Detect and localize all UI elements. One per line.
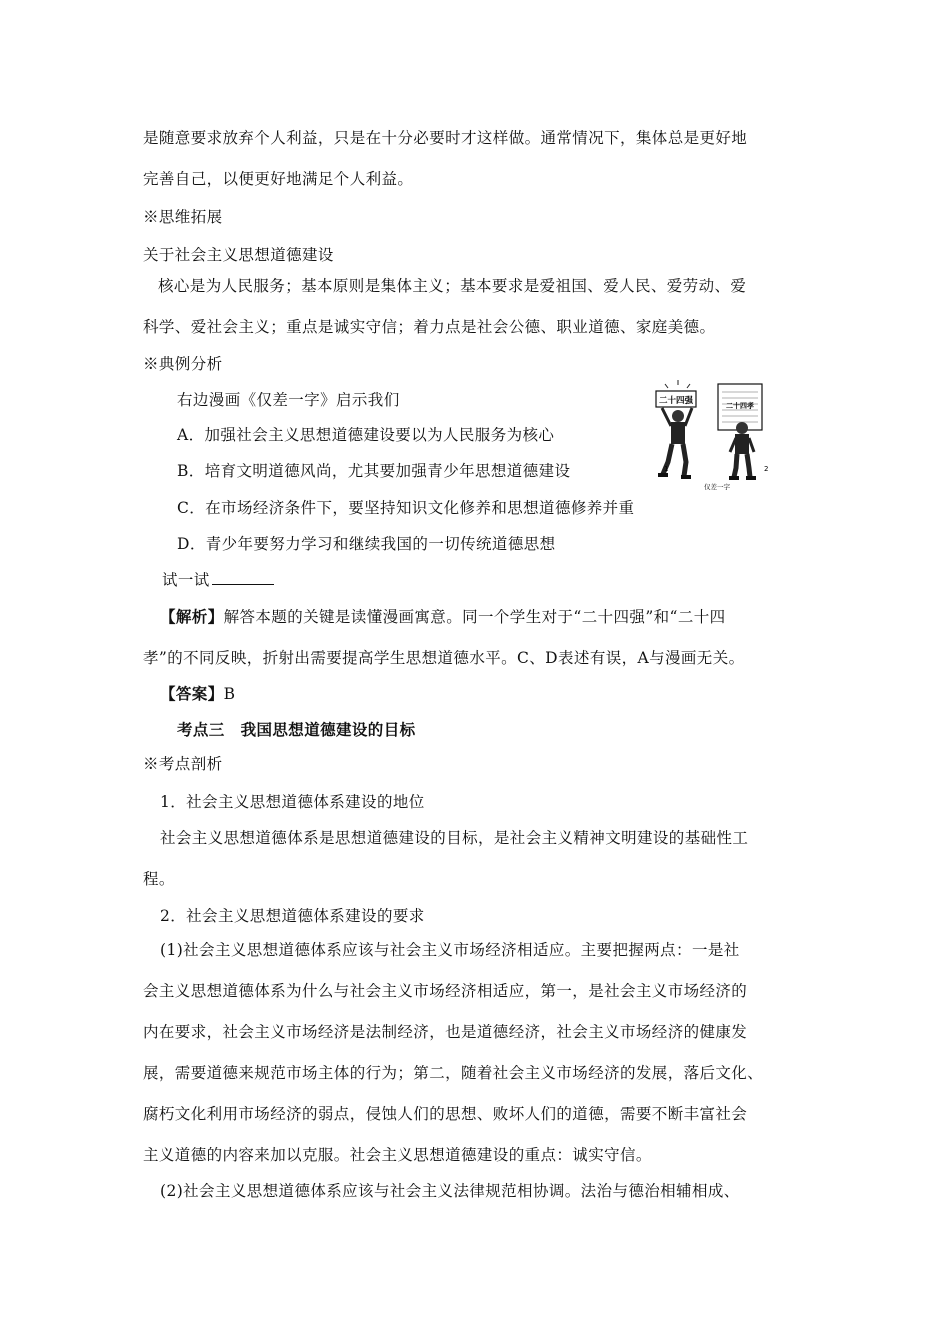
text-line: 程。 [143, 870, 175, 888]
numbered-heading: 2．社会主义思想道德体系建设的要求 [160, 907, 425, 925]
section-heading: ※典例分析 [143, 355, 223, 373]
analysis-line [160, 607, 726, 627]
text-line: 完善自己，以便更好地满足个人利益。 [143, 170, 414, 188]
answer-line [160, 684, 235, 704]
right-figure [729, 422, 756, 480]
text-line: 孝”的不同反映，折射出需要提高学生思想道德水平。C、D表述有误，A与漫画无关。 [143, 649, 745, 667]
text-line: (1)社会主义思想道德体系应该与社会主义市场经济相适应。主要把握两点：一是社 [160, 941, 740, 959]
cartoon-illustration [650, 378, 785, 493]
option-c: C．在市场经济条件下，要坚持知识文化修养和思想道德修养并重 [177, 499, 635, 517]
section-heading: ※思维拓展 [143, 208, 223, 226]
analysis-text: 解答本题的关键是读懂漫画寓意。同一个学生对于“二十四强”和“二十四 [223, 608, 726, 626]
numbered-heading: 1．社会主义思想道德体系建设的地位 [160, 793, 425, 811]
text-line: 内在要求，社会主义市场经济是法制经济，也是道德经济，社会主义市场经济的健康发 [143, 1023, 748, 1041]
text-line: 主义道德的内容来加以克服。社会主义思想道德建设的重点：诚实守信。 [143, 1146, 652, 1164]
answer-label: 【答案】 [160, 684, 224, 703]
try-line [162, 570, 274, 590]
answer-blank [212, 570, 274, 585]
text-line: 是随意要求放弃个人利益，只是在十分必要时才这样做。通常情况下，集体总是更好地 [143, 129, 748, 147]
text-line: 展，需要道德来规范市场主体的行为；第二，随着社会主义市场经济的发展，落后文化、 [143, 1064, 764, 1082]
text-line: 腐朽文化利用市场经济的弱点，侵蚀人们的思想、败坏人们的道德，需要不断丰富社会 [143, 1105, 748, 1123]
text-line: 社会主义思想道德体系是思想道德建设的目标，是社会主义精神文明建设的基础性工 [160, 829, 749, 847]
analysis-label: 【解析】 [160, 607, 224, 626]
section-heading: ※考点剖析 [143, 755, 223, 773]
text-line: 核心是为人民服务；基本原则是集体主义；基本要求是爱祖国、爱人民、爱劳动、爱 [158, 277, 747, 295]
panel-number-1: 1 [664, 465, 669, 473]
text-line: (2)社会主义思想道德体系应该与社会主义法律规范相协调。法治与德治相辅相成、 [160, 1182, 740, 1200]
topic-heading: 考点三 我国思想道德建设的目标 [177, 720, 416, 739]
right-sign-text: 二十四孝 [726, 402, 754, 410]
question-stem: 右边漫画《仅差一字》启示我们 [177, 391, 400, 409]
left-sign-text: 二十四强 [658, 396, 694, 406]
option-b: B．培育文明道德风尚，尤其要加强青少年思想道德建设 [177, 462, 571, 480]
option-d: D．青少年要努力学习和继续我国的一切传统道德思想 [177, 535, 556, 553]
panel-number-2: 2 [764, 465, 769, 473]
option-a: A．加强社会主义思想道德建设要以为人民服务为核心 [177, 426, 555, 444]
text-line: 会主义思想道德体系为什么与社会主义市场经济相适应，第一，是社会主义市场经济的 [143, 982, 748, 1000]
text-line: 关于社会主义思想道德建设 [143, 246, 334, 264]
text-line: 科学、爱社会主义；重点是诚实守信；着力点是社会公德、职业道德、家庭美德。 [143, 318, 716, 336]
try-label: 试一试 [162, 571, 210, 589]
answer-text: B [223, 685, 236, 703]
cartoon-caption: 仅差一字 [704, 483, 730, 491]
